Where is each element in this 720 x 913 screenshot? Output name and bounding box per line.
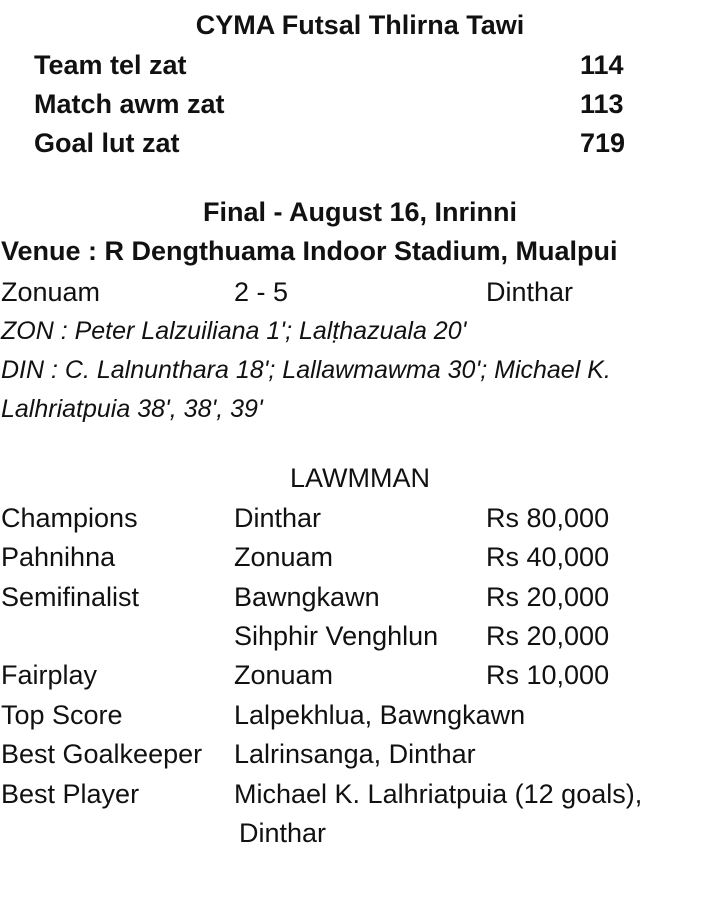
award-category-best-goalkeeper: Best Goalkeeper: [1, 739, 203, 769]
prize-team-semifinalist-1: Bawngkawn: [234, 582, 380, 612]
awards-heading: LAWMMAN: [290, 463, 430, 493]
prize-category-semifinalist: Semifinalist: [1, 582, 140, 612]
stat-label-goals: Goal lut zat: [34, 128, 180, 158]
final-scorers-home: ZON : Peter Lalzuiliana 1'; Lalṭhazuala 20': [1, 317, 467, 345]
prize-category-champions: Champions: [1, 503, 138, 533]
prize-amount-semifinalist-2: Rs 20,000: [486, 621, 610, 651]
final-home-team: Zonuam: [1, 277, 101, 307]
prize-team-runnerup: Zonuam: [234, 542, 334, 572]
final-venue: Venue : R Dengthuama Indoor Stadium, Mualpui: [1, 236, 618, 266]
award-winner-best-goalkeeper: Lalrinsanga, Dinthar: [234, 739, 476, 769]
award-winner-best-player: Michael K. Lalhriatpuia (12 goals),: [234, 779, 643, 809]
prize-category-runnerup: Pahnihna: [1, 542, 116, 572]
award-category-top-score: Top Score: [1, 700, 123, 730]
final-away-team: Dinthar: [486, 277, 574, 307]
prize-amount-runnerup: Rs 40,000: [486, 542, 610, 572]
prize-team-fairplay: Zonuam: [234, 660, 334, 690]
prize-team-semifinalist-2: Sihphir Venghlun: [234, 621, 439, 651]
page-title: CYMA Futsal Thlirna Tawi: [195, 10, 525, 40]
final-scorers-away-line2: Lalhriatpuia 38', 38', 39': [1, 395, 263, 423]
stat-label-teams: Team tel zat: [34, 50, 187, 80]
prize-amount-semifinalist-1: Rs 20,000: [486, 582, 610, 612]
award-winner-best-player-line2: Dinthar: [239, 818, 327, 848]
prize-amount-fairplay: Rs 10,000: [486, 660, 610, 690]
stat-value-matches: 113: [580, 89, 624, 119]
final-heading: Final - August 16, Inrinni: [202, 197, 517, 227]
prize-amount-champions: Rs 80,000: [486, 503, 610, 533]
award-category-best-player: Best Player: [1, 779, 140, 809]
final-score: 2 - 5: [234, 277, 289, 307]
stat-label-matches: Match awm zat: [34, 89, 225, 119]
stat-value-goals: 719: [580, 128, 626, 158]
stat-value-teams: 114: [580, 50, 624, 80]
award-winner-top-score: Lalpekhlua, Bawngkawn: [234, 700, 526, 730]
prize-category-fairplay: Fairplay: [1, 660, 98, 690]
prize-team-champions: Dinthar: [234, 503, 322, 533]
final-scorers-away-line1: DIN : C. Lalnunthara 18'; Lallawmawma 30'; Michael K.: [1, 356, 611, 384]
